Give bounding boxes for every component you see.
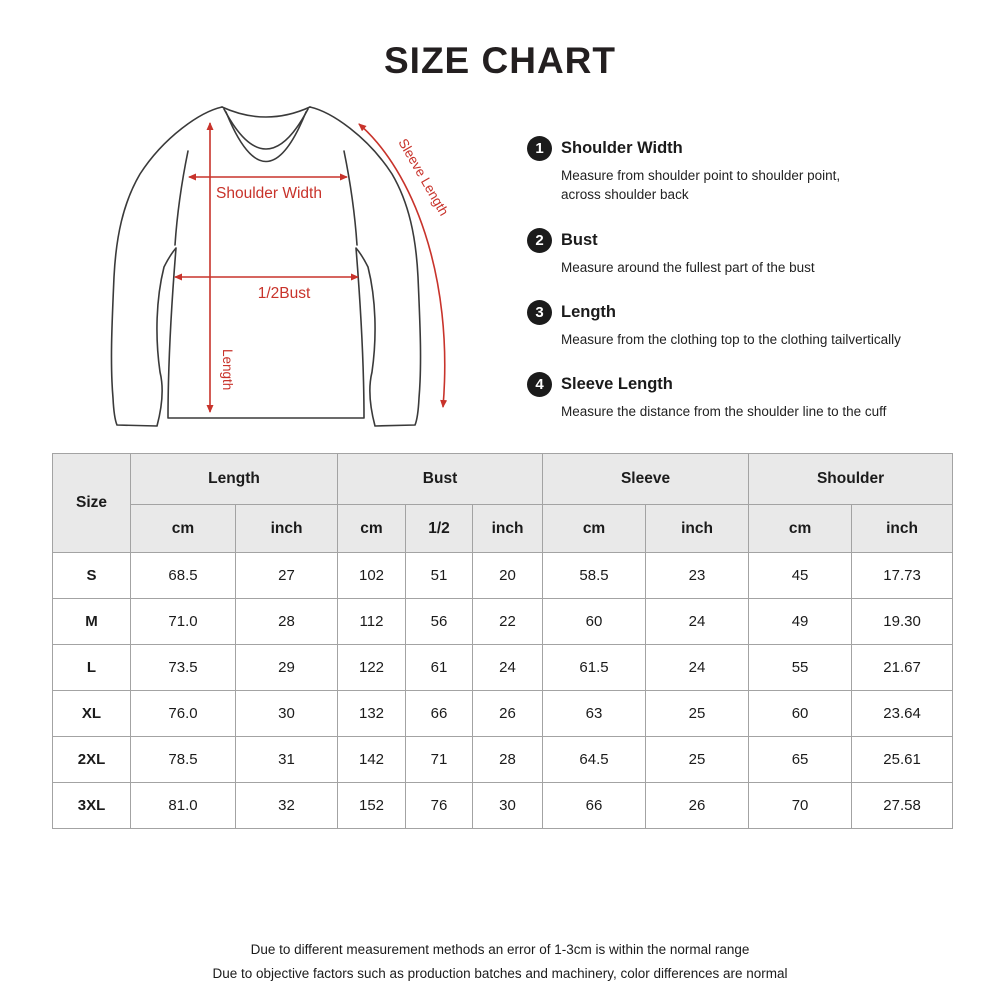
legend-description: Measure around the fullest part of the bust — [561, 260, 815, 275]
table-row-l — [53, 645, 953, 691]
table-cell: 51 — [406, 553, 473, 599]
table-cell: 61 — [406, 645, 473, 691]
sleeve-length-arrow — [359, 124, 445, 407]
table-cell: 24 — [473, 645, 543, 691]
table-cell: 60 — [543, 599, 646, 645]
header-group-length: Length — [131, 454, 338, 505]
table-cell: 132 — [338, 691, 406, 737]
table-row-m — [53, 599, 953, 645]
table-cell: 45 — [749, 553, 852, 599]
table-cell: 60 — [749, 691, 852, 737]
table-cell: 102 — [338, 553, 406, 599]
table-cell: 71.0 — [131, 599, 236, 645]
table-cell: 56 — [406, 599, 473, 645]
table-cell: 58.5 — [543, 553, 646, 599]
table-cell: 19.30 — [852, 599, 953, 645]
table-cell: 68.5 — [131, 553, 236, 599]
table-row-3xl — [53, 783, 953, 829]
header-bust-cm: cm — [338, 505, 406, 553]
table-cell: 28 — [473, 737, 543, 783]
legend-item-sleeve-length — [527, 372, 947, 421]
header-group-bust: Bust — [338, 454, 543, 505]
sweater-measurement-diagram — [50, 85, 520, 445]
header-sleeve-cm: cm — [543, 505, 646, 553]
footer-notes — [0, 938, 1000, 986]
table-cell: 66 — [543, 783, 646, 829]
sweater-outline-icon — [111, 107, 420, 426]
header-bust-half: 1/2 — [406, 505, 473, 553]
legend-description: Measure the distance from the shoulder line to the cuff — [561, 404, 887, 419]
legend-title: Sleeve Length — [561, 375, 673, 393]
table-cell: 65 — [749, 737, 852, 783]
legend-item-length — [527, 300, 947, 349]
table-cell: 76 — [406, 783, 473, 829]
table-cell: 17.73 — [852, 553, 953, 599]
table-cell: 27.58 — [852, 783, 953, 829]
table-cell: 55 — [749, 645, 852, 691]
table-cell: 28 — [236, 599, 338, 645]
size-label: M — [53, 599, 131, 645]
table-cell: 61.5 — [543, 645, 646, 691]
header-sleeve-inch: inch — [646, 505, 749, 553]
header-length-inch: inch — [236, 505, 338, 553]
table-cell: 142 — [338, 737, 406, 783]
number-1-badge: 1 — [527, 136, 552, 161]
size-label: L — [53, 645, 131, 691]
sleeve-length-label: Sleeve Length — [395, 136, 452, 219]
number-4-badge: 4 — [527, 372, 552, 397]
page-title: SIZE CHART — [384, 40, 616, 81]
table-cell: 27 — [236, 553, 338, 599]
legend-title: Bust — [561, 231, 598, 249]
table-row-xl — [53, 691, 953, 737]
table-cell: 25 — [646, 691, 749, 737]
table-cell: 20 — [473, 553, 543, 599]
legend-item-shoulder-width — [527, 136, 947, 204]
table-cell: 30 — [236, 691, 338, 737]
legend-title: Length — [561, 303, 616, 321]
header-group-sleeve: Sleeve — [543, 454, 749, 505]
footer-note-color: Due to objective factors such as production batches and machinery, color differences are normal — [212, 966, 788, 981]
table-cell: 81.0 — [131, 783, 236, 829]
header-bust-inch: inch — [473, 505, 543, 553]
table-cell: 24 — [646, 599, 749, 645]
table-cell: 78.5 — [131, 737, 236, 783]
table-cell: 25.61 — [852, 737, 953, 783]
table-cell: 70 — [749, 783, 852, 829]
size-label: XL — [53, 691, 131, 737]
table-cell: 63 — [543, 691, 646, 737]
legend-description: Measure from the clothing top to the clothing tailvertically — [561, 332, 901, 347]
legend-desc-line1: Measure from shoulder point to shoulder point, — [561, 168, 841, 183]
footer-note-measurement: Due to different measurement methods an error of 1-3cm is within the normal range — [250, 942, 750, 957]
table-cell: 24 — [646, 645, 749, 691]
table-cell: 66 — [406, 691, 473, 737]
header-length-cm: cm — [131, 505, 236, 553]
legend-description — [561, 166, 840, 204]
measurement-annotations — [175, 123, 452, 412]
table-cell: 26 — [646, 783, 749, 829]
table-cell: 30 — [473, 783, 543, 829]
half-bust-label: 1/2Bust — [257, 285, 311, 302]
size-label: 2XL — [53, 737, 131, 783]
table-cell: 122 — [338, 645, 406, 691]
table-cell: 76.0 — [131, 691, 236, 737]
table-cell: 29 — [236, 645, 338, 691]
shoulder-width-label: Shoulder Width — [216, 185, 322, 202]
table-cell: 31 — [236, 737, 338, 783]
table-cell: 22 — [473, 599, 543, 645]
size-label: 3XL — [53, 783, 131, 829]
header-group-shoulder: Shoulder — [749, 454, 953, 505]
table-cell: 26 — [473, 691, 543, 737]
table-cell: 23 — [646, 553, 749, 599]
table-cell: 71 — [406, 737, 473, 783]
legend-title: Shoulder Width — [561, 139, 683, 157]
table-row-s — [53, 553, 953, 599]
header-size: Size — [53, 454, 131, 553]
table-row-2xl — [53, 737, 953, 783]
number-3-badge: 3 — [527, 300, 552, 325]
table-cell: 21.67 — [852, 645, 953, 691]
size-label: S — [53, 553, 131, 599]
header-shoulder-inch: inch — [852, 505, 953, 553]
measurement-legend — [527, 136, 947, 421]
legend-desc-line2: across shoulder back — [561, 187, 689, 202]
table-cell: 73.5 — [131, 645, 236, 691]
size-table — [52, 453, 953, 829]
header-shoulder-cm: cm — [749, 505, 852, 553]
table-cell: 32 — [236, 783, 338, 829]
table-cell: 112 — [338, 599, 406, 645]
table-cell: 152 — [338, 783, 406, 829]
legend-item-bust — [527, 228, 947, 277]
number-2-badge: 2 — [527, 228, 552, 253]
table-cell: 23.64 — [852, 691, 953, 737]
length-label: Length — [220, 349, 235, 391]
table-cell: 64.5 — [543, 737, 646, 783]
table-cell: 49 — [749, 599, 852, 645]
table-cell: 25 — [646, 737, 749, 783]
